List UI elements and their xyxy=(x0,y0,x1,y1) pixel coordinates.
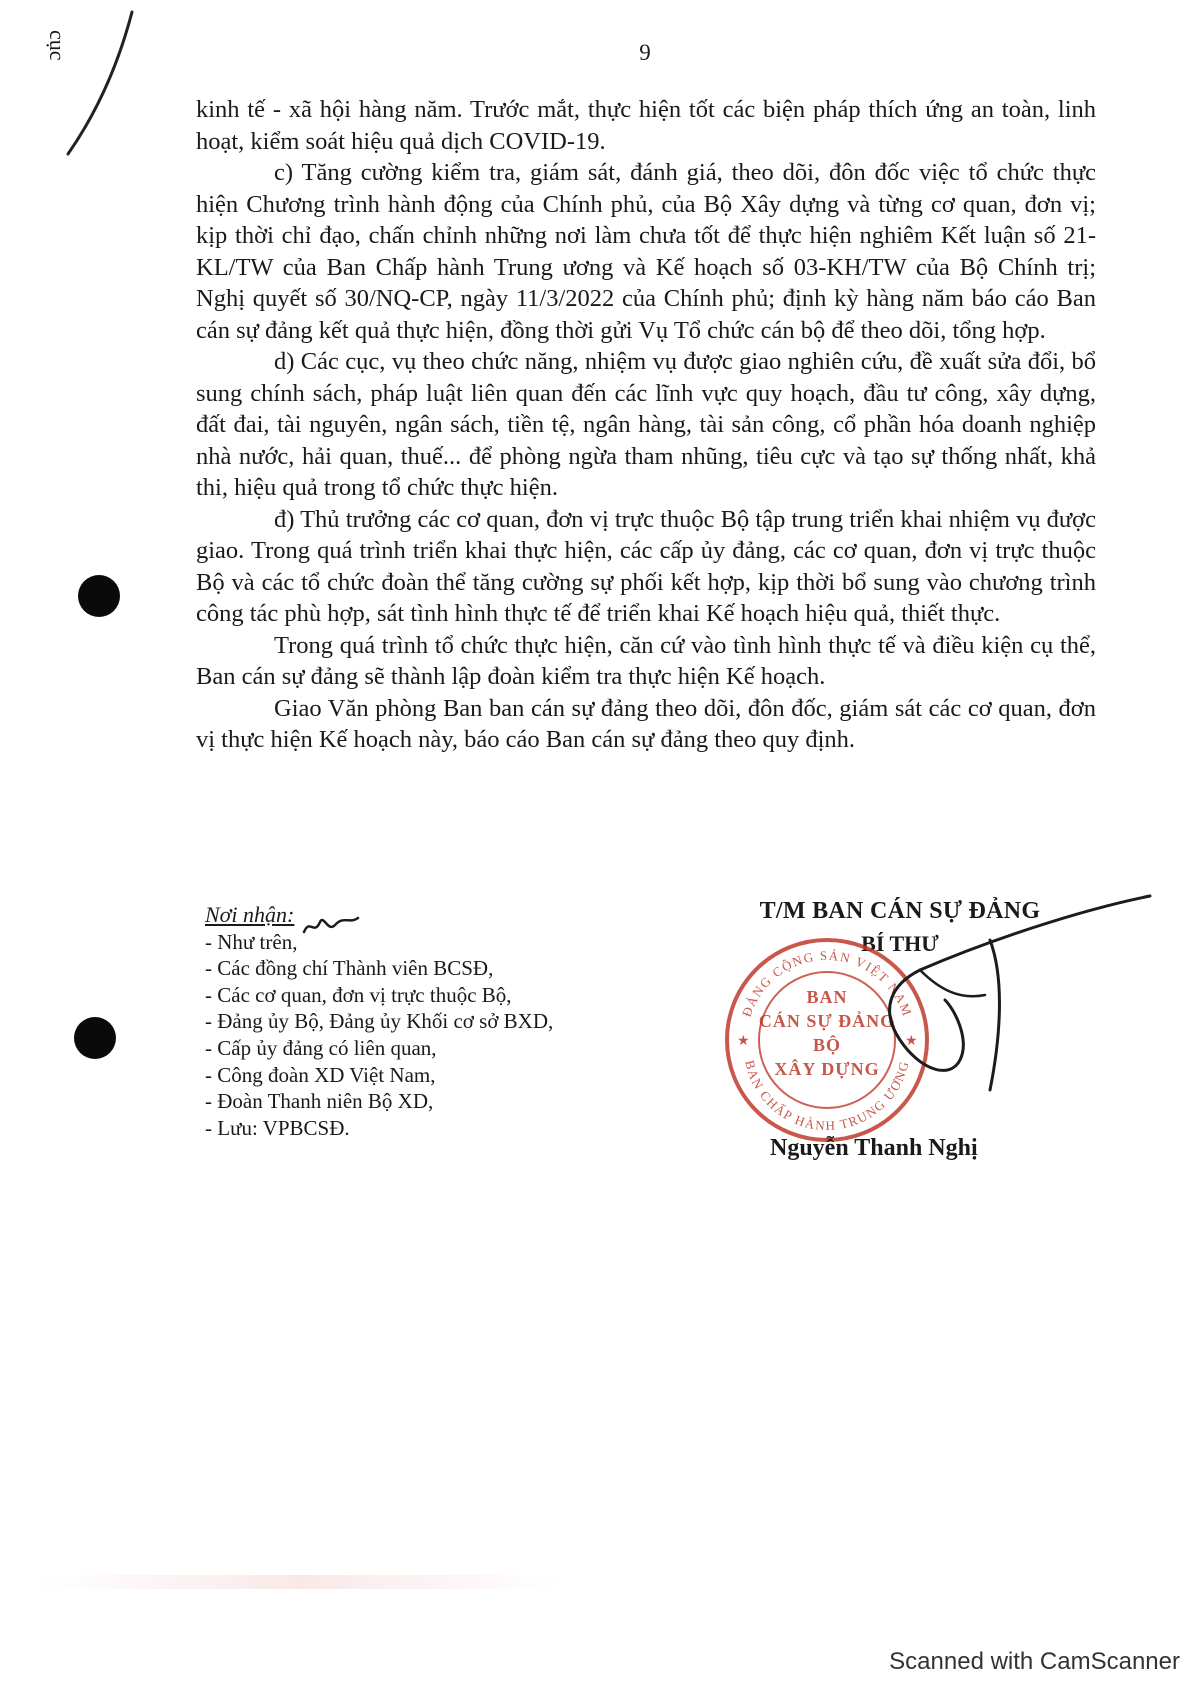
seal-line: XÂY DỰNG xyxy=(774,1059,880,1079)
paragraph: d) Các cục, vụ theo chức năng, nhiệm vụ được giao nghiên cứu, đề xuất sửa đổi, bổ sung chính sách, pháp luật liên quan đến các lĩnh vực quy hoạch, đầu tư công, xây dựng, đất đai, tài nguyên, ngân sách, tiền tệ, ngân hàng, tài sản công, cổ phần hóa doanh nghiệp nhà nước, hải quan, thuế... để phòng ngừa tham nhũng, tiêu cực và tạo sự thống nhất, khả thi, hiệu quả trong tổ chức thực hiện. xyxy=(196,348,1096,501)
recipients-block xyxy=(205,902,553,1141)
punch-hole xyxy=(74,1017,116,1059)
seal-line: BAN xyxy=(806,987,848,1007)
recipient-item: - Cấp ủy đảng có liên quan, xyxy=(205,1035,437,1060)
handwritten-signature xyxy=(860,890,1160,1100)
margin-pen-stroke xyxy=(60,8,150,158)
seal-ring-bottom: BAN CHẤP HÀNH TRUNG ƯƠNG xyxy=(742,1058,912,1134)
recipient-item: - Đoàn Thanh niên Bộ XD, xyxy=(205,1089,434,1114)
paragraph: Giao Văn phòng Ban ban cán sự đảng theo dõi, đôn đốc, giám sát các cơ quan, đơn vị thực hiện Kế hoạch này, báo cáo Ban cán sự đảng theo quy định. xyxy=(196,694,1096,753)
signer-name: Nguyễn Thanh Nghị xyxy=(770,1135,978,1161)
initials-mark xyxy=(300,910,360,940)
recipients-heading: Nơi nhận: xyxy=(205,902,295,927)
recipient-item: - Như trên, xyxy=(205,929,298,954)
signature-title: BÍ THƯ xyxy=(861,931,939,956)
recipient-item: - Đảng ủy Bộ, Đảng ủy Khối cơ sở BXD, xyxy=(205,1009,554,1034)
signature-organization: T/M BAN CÁN SỰ ĐẢNG xyxy=(759,898,1041,924)
paragraph: đ) Thủ trưởng các cơ quan, đơn vị trực thuộc Bộ tập trung triển khai nhiệm vụ được giao. Trong quá trình triển khai thực hiện, các cấp ủy đảng, các cơ quan, đơn vị trực thuộc Bộ và các tổ chức đoàn thể tăng cường sự phối kết hợp, kịp thời bổ sung vào chương trình công tác phù hợp, sát tình hình thực tế để triển khai Kế hoạch hiệu quả, thiết thực. xyxy=(196,505,1096,627)
page-number: 9 xyxy=(639,40,651,65)
scanner-watermark: Scanned with CamScanner xyxy=(889,1648,1180,1675)
margin-note: cục xyxy=(45,30,70,61)
paragraph: kinh tế - xã hội hàng năm. Trước mắt, thực hiện tốt các biện pháp thích ứng an toàn, linh hoạt, kiểm soát hiệu quả dịch COVID-19. xyxy=(196,96,1096,155)
recipient-item: - Công đoàn XD Việt Nam, xyxy=(205,1062,436,1087)
scan-artifact xyxy=(40,1575,560,1589)
seal-ring-top: ĐẢNG CỘNG SẢN VIỆT NAM xyxy=(738,947,916,1019)
recipient-item: - Lưu: VPBCSĐ. xyxy=(205,1115,350,1140)
seal-line: BỘ xyxy=(812,1035,841,1055)
paragraph: c) Tăng cường kiểm tra, giám sát, đánh giá, theo dõi, đôn đốc việc tổ chức thực hiện Chương trình hành động của Chính phủ, của Bộ Xây dựng và từng cơ quan, đơn vị; kịp thời chỉ đạo, chấn chỉnh những nơi làm chưa tốt để thực hiện nghiêm Kết luận số 21-KL/TW của Ban Chấp hành Trung ương và Kế hoạch số 03-KH/TW của Bộ Chính trị; Nghị quyết số 30/NQ-CP, ngày 11/3/2022 của Chính phủ; định kỳ hàng năm báo cáo Ban cán sự đảng kết quả thực hiện, đồng thời gửi Vụ Tổ chức cán bộ để theo dõi, tổng hợp. xyxy=(196,159,1096,344)
recipient-item: - Các cơ quan, đơn vị trực thuộc Bộ, xyxy=(205,982,512,1007)
body-text xyxy=(196,94,1096,756)
seal-line: CÁN SỰ ĐẢNG xyxy=(758,1011,896,1031)
svg-text:★: ★ xyxy=(737,1034,750,1049)
punch-hole xyxy=(78,575,120,617)
paragraph: Trong quá trình tổ chức thực hiện, căn cứ vào tình hình thực tế và điều kiện cụ thể, Ban cán sự đảng sẽ thành lập đoàn kiểm tra thực hiện Kế hoạch. xyxy=(196,631,1096,690)
recipient-item: - Các đồng chí Thành viên BCSĐ, xyxy=(205,956,494,981)
svg-text:★: ★ xyxy=(905,1034,918,1049)
